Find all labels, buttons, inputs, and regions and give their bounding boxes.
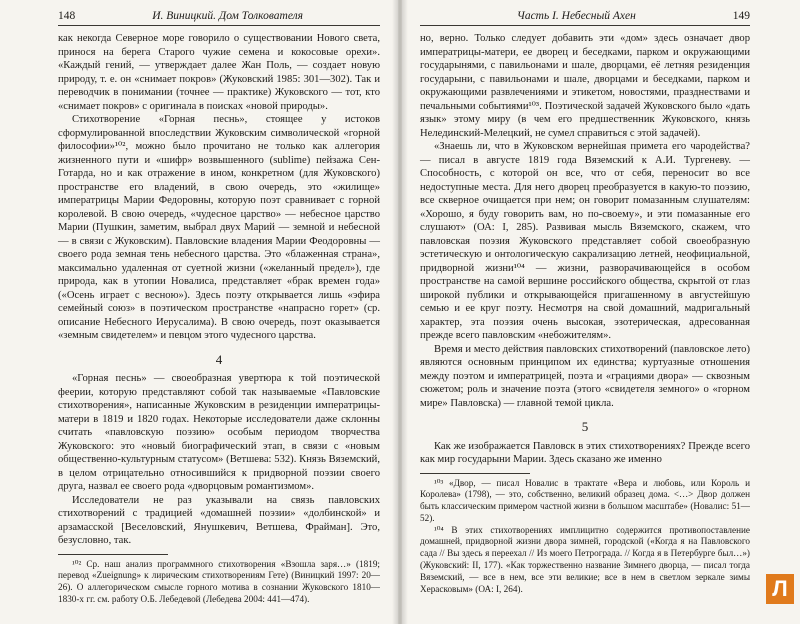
footnote-rule (58, 554, 168, 555)
left-page (0, 0, 398, 624)
running-title-left: И. Виницкий. Дом Толкователя (152, 10, 304, 22)
left-page-header (58, 10, 380, 26)
page-number-left: 148 (58, 10, 76, 22)
paragraph: Время и место действия павловских стихотворений (павловское лето) являются основным принципом их единства; куртуазные отношения между поэтом и императрицей, поэта и «грациями двора» — сквозным сюжетом; роль и значение поэта (этого «свидетеля земного» о «горном мире» Павловска) — главной темой цикла. (420, 343, 750, 409)
footnote-rule (420, 473, 530, 474)
footnote: ¹⁰⁴ В этих стихотворениях имплицитно содержится противопоставление домашней, придворной жизни двора зимней, городской («Когда я на Павловского сада // Вы здесь я переехал // Из моего Петрограда. // Когда я в Петербурге был…») (Жуковский: II, 177). «Как торжественно название Зимнего дворца, — писал тогда Вяземский, — все в нем, все эти великие; все в нем в светлом зеркале зимы Херасковым» (ОА: I, 264). (420, 524, 750, 594)
paragraph: как некогда Северное море говорило о существовании Нового света, принося на берега Старого чужие семена и кокосовые орехи». «Каждый гений, — утверждает далее Жан Поль, — создает новую природу, т. е. он «снимает покров» (Жуковский 1985: 301—302). Так и переводчик в понимании (точнее — практике) Жуковского — тот, кто «снимает покров» с оригинала в поисках «новой природы». (58, 33, 380, 112)
publisher-logo: Л (766, 574, 794, 604)
paragraph: «Горная песнь» — своеобразная увертюра к той поэтической феерии, которую представляют собой так называемые «Павловские стихотворения», написанные Жуковским в резиденции императрицы-матери в 1819 и 1820 годах. Некоторые исследователи даже склонны считать «павловскую поэзию» особым периодом творчества Жуковского: это «новый биографический этап, в связи с «новым общественно-культурным статусом» (Ветшева: 532). Князь Вяземский, в целом отрицательно относившийся к придворной поэзии своего друга, назвал ее своего рода «дворцовым романтизмом». (58, 373, 380, 492)
running-title-right: Часть I. Небесный Ахен (516, 10, 636, 22)
paragraph: Исследователи не раз указывали на связь павловских стихотворений с традицией «домашней поэзии» «долбинской» и арзамасской [Веселовский, Янушкевич, Ветшева, Фрайман]. Это, безусловно, так. (58, 494, 380, 546)
footnote: ¹⁰³ «Двор, — писал Новалис в трактате «Вера и любовь, или Король и Королева» (1798), — это, собственно, великий образец дома. <…> Двор должен быть классическим примером частной жизни в большом масштабе» (Новалис: 51—52). (420, 477, 750, 523)
paragraph: Стихотворение «Горная песнь», стоящее у истоков сформулированной впоследствии Жуковским символической «горной философии»¹⁰², можно было прочитано не только как аллегория жизненного пути и «шифр» возвышенного (sublime) пейзажа Сен-Готарда, но и как отражение в ином, конкретном (для Жуковского) пространстве его владений, в свою очередь, это «жилище» императрицы Марии Федоровны, которую поэт сравнивает с горной королевой. В свою очередь, «чудесное царство» — небесное царство Марии (Пушкин, заметим, выбрал двух Марий — земной и небесной — в связи с Жуковским). Павловские владения Марии Феодоровны — своего рода земная тень небесного царства. Это «блаженная страна», максимально удаленная от суетной жизни («желанный предел»), где природа, как в утопии Новалиса, представляет «брак времен года» («Осень играет с весною»). Здесь поэту открывается лишь «эфира семейный союз» в поэтическом пространстве «напрасно горет» (ср. описание Небесного Иерусалима). В свою очередь, поэт оказывается «земным свидетелем» и певцом этого чудесного царства. (58, 114, 380, 341)
page-number-right: 149 (732, 10, 750, 22)
footnote: ¹⁰² Ср. наш анализ программного стихотворения «Взошла заря…» (1819; перевод «Zueignung» к лирическим стихотворениям Гете) (Виницкий 1997: 20—26). О аллегорическом смысле горного мотива в сознании Жуковского 1810—1830-х гг. см. работу О.Б. Лебедевой (Лебедева 2004: 441—474). (58, 558, 380, 604)
right-page-header (420, 10, 750, 26)
right-page (402, 0, 800, 624)
left-body (58, 32, 380, 606)
paragraph: Как же изображается Павловск в этих стихотворениях? Прежде всего как мир государыни Марии. Здесь сказано же именно (420, 440, 750, 465)
book-gutter-shadow (392, 0, 408, 624)
paragraph: но, верно. Только следует добавить эти «дом» здесь означает двор императрицы-матери, ее дворец и беседками, парком и окружающими государынями, с павильонами и шале, дворцами, её летняя резиденция государыни, с павильонами и шале, дворцами и беседками, парком и окружающими развлечениями и этикетом, новостями, празднествами и печальными событиями¹⁰³. Поэтической задачей Жуковского было «дать язык» этому миру (в чем его предшественник Жуковского, князь Нелединский-Мелецкий, не сумел справиться с этой задачей). (420, 33, 750, 139)
right-body (420, 32, 750, 595)
section-number: 5 (581, 419, 589, 434)
paragraph: «Знаешь ли, что в Жуковском вернейшая примета его чародейства? — писал в августе 1819 года Вяземский к А.И. Тургеневу. — Способность, с которой он все, что от себя, переносит во все недоступные места. Для него дворец преобразуется в какую-то поэзию, все скверное очищается при нем; он говорит помазанным слушателям: «Хорошо, я буду говорить вам, но по-своему», и эти помазанные его слушают» (ОА: I, 285). Развивая мысль Вяземского, скажем, что павловская поэзия Жуковского представляет собой своеобразную эстетическую и онтологическую сакрализацию летней, неофициальной, придворной жизни¹⁰⁴ — жизни, разворачивающейся в особом пространстве на самой вершине российского общества, скрытой от глаз широкой публики и открывающейся пригашенному в августейшую семью и ее круг поэту. Несмотря на свой домашний, мадригальный характер, эта поэзия очень высокая, эзотерическая, адресованная прежде всего павловским «небожителям». (420, 141, 750, 341)
section-number: 4 (215, 351, 223, 367)
